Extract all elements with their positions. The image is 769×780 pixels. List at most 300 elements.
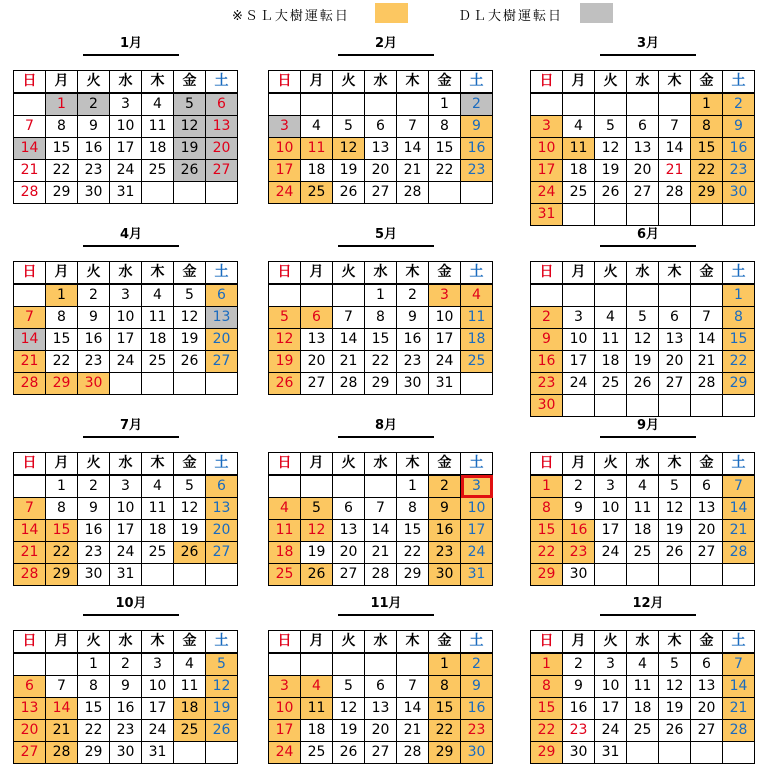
day-cell: 22 xyxy=(397,542,429,564)
month-calendar xyxy=(13,221,253,411)
day-cell: 30 xyxy=(531,395,563,417)
month-title: 1月 xyxy=(83,34,179,56)
day-cell: 9 xyxy=(429,498,461,520)
day-cell: 26 xyxy=(659,542,691,564)
day-cell: 11 xyxy=(627,676,659,698)
empty-cell xyxy=(595,564,627,586)
day-cell: 7 xyxy=(14,498,46,520)
day-cell: 28 xyxy=(723,720,755,742)
weekday-header: 木 xyxy=(397,71,429,94)
day-cell: 20 xyxy=(301,351,333,373)
day-cell: 6 xyxy=(206,284,238,307)
empty-cell xyxy=(461,182,493,204)
weekday-header: 金 xyxy=(174,453,206,476)
weekday-header: 水 xyxy=(110,71,142,94)
day-cell: 28 xyxy=(333,373,365,395)
weekday-header: 金 xyxy=(429,262,461,285)
day-cell: 8 xyxy=(429,676,461,698)
legend-dl-swatch xyxy=(580,3,613,23)
weekday-header: 日 xyxy=(531,262,563,285)
empty-cell xyxy=(627,742,659,764)
day-cell: 26 xyxy=(333,742,365,764)
day-cell: 1 xyxy=(531,475,563,498)
day-cell: 31 xyxy=(142,742,174,764)
day-cell: 1 xyxy=(46,475,78,498)
day-cell: 25 xyxy=(269,564,301,586)
day-cell: 2 xyxy=(563,653,595,676)
day-cell: 31 xyxy=(110,182,142,204)
weekday-header: 日 xyxy=(531,453,563,476)
day-cell: 16 xyxy=(110,698,142,720)
weekday-header: 土 xyxy=(461,71,493,94)
day-cell: 5 xyxy=(659,475,691,498)
legend-dl-label: ＤＬ大樹運転日 xyxy=(458,9,564,24)
empty-cell xyxy=(627,93,659,116)
day-cell: 24 xyxy=(142,720,174,742)
day-cell: 26 xyxy=(301,564,333,586)
weekday-header: 土 xyxy=(723,453,755,476)
weekday-header: 日 xyxy=(531,631,563,654)
day-cell: 11 xyxy=(301,698,333,720)
day-cell: 13 xyxy=(206,307,238,329)
day-cell: 19 xyxy=(595,160,627,182)
day-cell: 6 xyxy=(627,116,659,138)
day-cell: 12 xyxy=(301,520,333,542)
day-cell: 4 xyxy=(301,116,333,138)
empty-cell xyxy=(206,742,238,764)
weekday-header: 火 xyxy=(78,262,110,285)
day-cell: 29 xyxy=(46,182,78,204)
weekday-header: 木 xyxy=(397,453,429,476)
day-cell: 30 xyxy=(397,373,429,395)
empty-cell xyxy=(14,93,46,116)
day-cell: 22 xyxy=(531,720,563,742)
day-cell: 30 xyxy=(563,742,595,764)
day-cell: 16 xyxy=(78,520,110,542)
day-cell: 31 xyxy=(110,564,142,586)
weekday-header: 土 xyxy=(723,71,755,94)
day-cell: 22 xyxy=(46,542,78,564)
day-cell: 8 xyxy=(723,307,755,329)
day-cell: 20 xyxy=(691,698,723,720)
day-cell: 15 xyxy=(531,698,563,720)
month-table xyxy=(268,70,493,204)
day-cell: 29 xyxy=(531,742,563,764)
weekday-header: 日 xyxy=(531,71,563,94)
day-cell: 24 xyxy=(110,542,142,564)
day-cell: 15 xyxy=(429,698,461,720)
day-cell: 8 xyxy=(365,307,397,329)
empty-cell xyxy=(301,653,333,676)
weekday-header: 金 xyxy=(174,631,206,654)
day-cell: 5 xyxy=(174,284,206,307)
weekday-header: 月 xyxy=(563,71,595,94)
day-cell: 6 xyxy=(333,498,365,520)
empty-cell xyxy=(269,475,301,498)
day-cell: 12 xyxy=(206,676,238,698)
weekday-header: 月 xyxy=(563,453,595,476)
empty-cell xyxy=(301,475,333,498)
day-cell: 8 xyxy=(429,116,461,138)
day-cell: 14 xyxy=(46,698,78,720)
day-cell: 16 xyxy=(78,138,110,160)
month-table xyxy=(268,630,493,764)
day-cell: 6 xyxy=(691,475,723,498)
day-cell: 23 xyxy=(429,542,461,564)
day-cell: 4 xyxy=(174,653,206,676)
weekday-header: 木 xyxy=(142,453,174,476)
day-cell: 12 xyxy=(174,498,206,520)
day-cell: 9 xyxy=(78,307,110,329)
day-cell: 25 xyxy=(301,182,333,204)
day-cell: 4 xyxy=(461,284,493,307)
day-cell: 30 xyxy=(78,564,110,586)
day-cell: 15 xyxy=(397,520,429,542)
day-cell: 9 xyxy=(461,676,493,698)
day-cell: 21 xyxy=(14,160,46,182)
day-cell: 29 xyxy=(46,373,78,395)
day-cell: 25 xyxy=(301,742,333,764)
weekday-header: 月 xyxy=(301,71,333,94)
day-cell: 3 xyxy=(269,676,301,698)
day-cell: 1 xyxy=(691,93,723,116)
day-cell: 18 xyxy=(563,160,595,182)
weekday-header: 日 xyxy=(269,262,301,285)
day-cell: 15 xyxy=(46,520,78,542)
weekday-header: 水 xyxy=(110,631,142,654)
day-cell: 10 xyxy=(429,307,461,329)
weekday-header: 日 xyxy=(14,262,46,285)
day-cell: 21 xyxy=(14,351,46,373)
weekday-header: 木 xyxy=(142,71,174,94)
empty-cell xyxy=(206,564,238,586)
day-cell: 16 xyxy=(461,698,493,720)
day-cell: 30 xyxy=(110,742,142,764)
day-cell: 28 xyxy=(14,182,46,204)
legend-sl-swatch xyxy=(375,3,408,23)
day-cell: 24 xyxy=(269,182,301,204)
day-cell: 14 xyxy=(723,498,755,520)
day-cell: 31 xyxy=(461,564,493,586)
month-table xyxy=(530,261,755,417)
weekday-header: 火 xyxy=(78,71,110,94)
day-cell: 2 xyxy=(78,284,110,307)
day-cell: 9 xyxy=(78,498,110,520)
day-cell: 5 xyxy=(269,307,301,329)
weekday-header: 水 xyxy=(627,71,659,94)
day-cell: 19 xyxy=(659,520,691,542)
day-cell: 16 xyxy=(531,351,563,373)
day-cell: 27 xyxy=(691,542,723,564)
day-cell: 12 xyxy=(174,307,206,329)
day-cell: 28 xyxy=(659,182,691,204)
month-title: 12月 xyxy=(600,594,696,616)
weekday-header: 金 xyxy=(691,631,723,654)
day-cell: 19 xyxy=(301,542,333,564)
empty-cell xyxy=(397,93,429,116)
day-cell: 20 xyxy=(206,520,238,542)
day-cell: 7 xyxy=(365,498,397,520)
weekday-header: 火 xyxy=(333,631,365,654)
day-cell: 23 xyxy=(78,351,110,373)
day-cell: 2 xyxy=(531,307,563,329)
day-cell: 5 xyxy=(174,475,206,498)
weekday-header: 水 xyxy=(627,262,659,285)
day-cell: 29 xyxy=(429,742,461,764)
day-cell: 29 xyxy=(397,564,429,586)
day-cell: 31 xyxy=(531,204,563,226)
day-cell: 15 xyxy=(46,329,78,351)
weekday-header: 月 xyxy=(46,71,78,94)
day-cell: 3 xyxy=(110,475,142,498)
weekday-header: 水 xyxy=(627,453,659,476)
day-cell: 14 xyxy=(365,520,397,542)
day-cell: 9 xyxy=(397,307,429,329)
day-cell: 15 xyxy=(723,329,755,351)
weekday-header: 金 xyxy=(429,453,461,476)
day-cell: 12 xyxy=(595,138,627,160)
day-cell: 20 xyxy=(206,329,238,351)
day-cell: 10 xyxy=(595,676,627,698)
empty-cell xyxy=(174,182,206,204)
day-cell: 23 xyxy=(563,720,595,742)
day-cell: 4 xyxy=(142,93,174,116)
month-title: 10月 xyxy=(83,594,179,616)
day-cell: 24 xyxy=(461,542,493,564)
day-cell: 18 xyxy=(461,329,493,351)
day-cell: 12 xyxy=(659,498,691,520)
day-cell: 7 xyxy=(723,653,755,676)
day-cell: 2 xyxy=(563,475,595,498)
day-cell: 20 xyxy=(206,138,238,160)
day-cell: 30 xyxy=(429,564,461,586)
day-cell: 27 xyxy=(365,742,397,764)
weekday-header: 日 xyxy=(14,71,46,94)
month-table xyxy=(530,630,755,764)
day-cell: 16 xyxy=(461,138,493,160)
day-cell: 12 xyxy=(333,698,365,720)
day-cell: 3 xyxy=(461,475,493,498)
day-cell: 3 xyxy=(110,93,142,116)
day-cell: 10 xyxy=(269,698,301,720)
day-cell: 7 xyxy=(397,116,429,138)
day-cell: 18 xyxy=(627,520,659,542)
empty-cell xyxy=(397,653,429,676)
day-cell: 20 xyxy=(627,160,659,182)
day-cell: 16 xyxy=(563,698,595,720)
empty-cell xyxy=(14,475,46,498)
empty-cell xyxy=(301,93,333,116)
weekday-header: 火 xyxy=(595,71,627,94)
day-cell: 21 xyxy=(365,542,397,564)
day-cell: 12 xyxy=(269,329,301,351)
weekday-header: 日 xyxy=(269,71,301,94)
empty-cell xyxy=(174,564,206,586)
month-title: 3月 xyxy=(600,34,696,56)
day-cell: 20 xyxy=(365,720,397,742)
day-cell: 21 xyxy=(333,351,365,373)
weekday-header: 日 xyxy=(269,631,301,654)
day-cell: 22 xyxy=(78,720,110,742)
day-cell: 18 xyxy=(269,542,301,564)
day-cell: 17 xyxy=(269,720,301,742)
day-cell: 14 xyxy=(723,676,755,698)
weekday-header: 木 xyxy=(397,631,429,654)
day-cell: 10 xyxy=(531,138,563,160)
day-cell: 17 xyxy=(563,351,595,373)
weekday-header: 月 xyxy=(563,262,595,285)
day-cell: 20 xyxy=(691,520,723,542)
weekday-header: 火 xyxy=(78,453,110,476)
empty-cell xyxy=(206,373,238,395)
weekday-header: 水 xyxy=(110,262,142,285)
day-cell: 23 xyxy=(397,351,429,373)
weekday-header: 火 xyxy=(333,262,365,285)
day-cell: 2 xyxy=(461,93,493,116)
day-cell: 1 xyxy=(397,475,429,498)
day-cell: 1 xyxy=(46,284,78,307)
day-cell: 8 xyxy=(531,498,563,520)
day-cell: 28 xyxy=(397,182,429,204)
day-cell: 3 xyxy=(563,307,595,329)
day-cell: 8 xyxy=(78,676,110,698)
day-cell: 18 xyxy=(627,698,659,720)
weekday-header: 土 xyxy=(461,631,493,654)
day-cell: 18 xyxy=(142,520,174,542)
day-cell: 15 xyxy=(46,138,78,160)
day-cell: 25 xyxy=(174,720,206,742)
day-cell: 14 xyxy=(397,698,429,720)
weekday-header: 土 xyxy=(723,631,755,654)
day-cell: 13 xyxy=(691,676,723,698)
empty-cell xyxy=(531,284,563,307)
day-cell: 15 xyxy=(429,138,461,160)
month-title: 4月 xyxy=(83,225,179,247)
day-cell: 13 xyxy=(206,116,238,138)
weekday-header: 火 xyxy=(595,453,627,476)
day-cell: 31 xyxy=(595,742,627,764)
weekday-header: 水 xyxy=(110,453,142,476)
day-cell: 27 xyxy=(333,564,365,586)
day-cell: 6 xyxy=(691,653,723,676)
day-cell: 13 xyxy=(691,498,723,520)
month-table xyxy=(268,452,493,586)
weekday-header: 火 xyxy=(595,631,627,654)
day-cell: 24 xyxy=(595,720,627,742)
day-cell: 8 xyxy=(46,116,78,138)
month-title: 8月 xyxy=(338,416,434,438)
day-cell: 18 xyxy=(174,698,206,720)
day-cell: 9 xyxy=(78,116,110,138)
month-table xyxy=(268,261,493,395)
day-cell: 3 xyxy=(429,284,461,307)
day-cell: 24 xyxy=(595,542,627,564)
day-cell: 26 xyxy=(333,182,365,204)
month-title: 7月 xyxy=(83,416,179,438)
day-cell: 23 xyxy=(110,720,142,742)
day-cell: 11 xyxy=(142,307,174,329)
month-calendar xyxy=(530,412,769,602)
day-cell: 13 xyxy=(627,138,659,160)
day-cell: 21 xyxy=(723,520,755,542)
day-cell: 26 xyxy=(595,182,627,204)
month-table xyxy=(530,452,755,586)
day-cell: 18 xyxy=(142,138,174,160)
day-cell: 28 xyxy=(397,742,429,764)
weekday-header: 木 xyxy=(659,71,691,94)
day-cell: 9 xyxy=(563,498,595,520)
empty-cell xyxy=(563,93,595,116)
day-cell: 3 xyxy=(595,475,627,498)
weekday-header: 火 xyxy=(333,453,365,476)
day-cell: 21 xyxy=(659,160,691,182)
weekday-header: 木 xyxy=(659,453,691,476)
weekday-header: 金 xyxy=(429,631,461,654)
day-cell: 25 xyxy=(595,373,627,395)
empty-cell xyxy=(174,373,206,395)
day-cell: 7 xyxy=(723,475,755,498)
empty-cell xyxy=(659,93,691,116)
day-cell: 29 xyxy=(531,564,563,586)
weekday-header: 土 xyxy=(206,71,238,94)
day-cell: 6 xyxy=(301,307,333,329)
day-cell: 4 xyxy=(301,676,333,698)
day-cell: 19 xyxy=(206,698,238,720)
day-cell: 8 xyxy=(691,116,723,138)
day-cell: 25 xyxy=(563,182,595,204)
day-cell: 27 xyxy=(206,160,238,182)
empty-cell xyxy=(691,564,723,586)
month-title: 9月 xyxy=(600,416,696,438)
day-cell: 27 xyxy=(206,351,238,373)
day-cell: 27 xyxy=(14,742,46,764)
month-calendar xyxy=(268,412,508,602)
day-cell: 4 xyxy=(627,475,659,498)
empty-cell xyxy=(723,564,755,586)
day-cell: 4 xyxy=(142,475,174,498)
day-cell: 10 xyxy=(110,307,142,329)
day-cell: 13 xyxy=(659,329,691,351)
day-cell: 26 xyxy=(206,720,238,742)
day-cell: 21 xyxy=(14,542,46,564)
day-cell: 14 xyxy=(14,329,46,351)
day-cell: 26 xyxy=(174,160,206,182)
weekday-header: 月 xyxy=(563,631,595,654)
day-cell: 19 xyxy=(174,520,206,542)
day-cell: 1 xyxy=(429,93,461,116)
day-cell: 28 xyxy=(723,542,755,564)
day-cell: 25 xyxy=(142,542,174,564)
empty-cell xyxy=(269,284,301,307)
day-cell: 2 xyxy=(78,475,110,498)
empty-cell xyxy=(206,182,238,204)
day-cell: 15 xyxy=(691,138,723,160)
day-cell: 20 xyxy=(14,720,46,742)
day-cell: 22 xyxy=(691,160,723,182)
weekday-header: 日 xyxy=(269,453,301,476)
weekday-header: 月 xyxy=(46,262,78,285)
month-calendar xyxy=(530,590,769,780)
empty-cell xyxy=(365,475,397,498)
day-cell: 1 xyxy=(78,653,110,676)
day-cell: 10 xyxy=(595,498,627,520)
empty-cell xyxy=(333,93,365,116)
empty-cell xyxy=(142,564,174,586)
day-cell: 29 xyxy=(78,742,110,764)
day-cell: 12 xyxy=(659,676,691,698)
day-cell: 16 xyxy=(723,138,755,160)
weekday-header: 土 xyxy=(206,631,238,654)
